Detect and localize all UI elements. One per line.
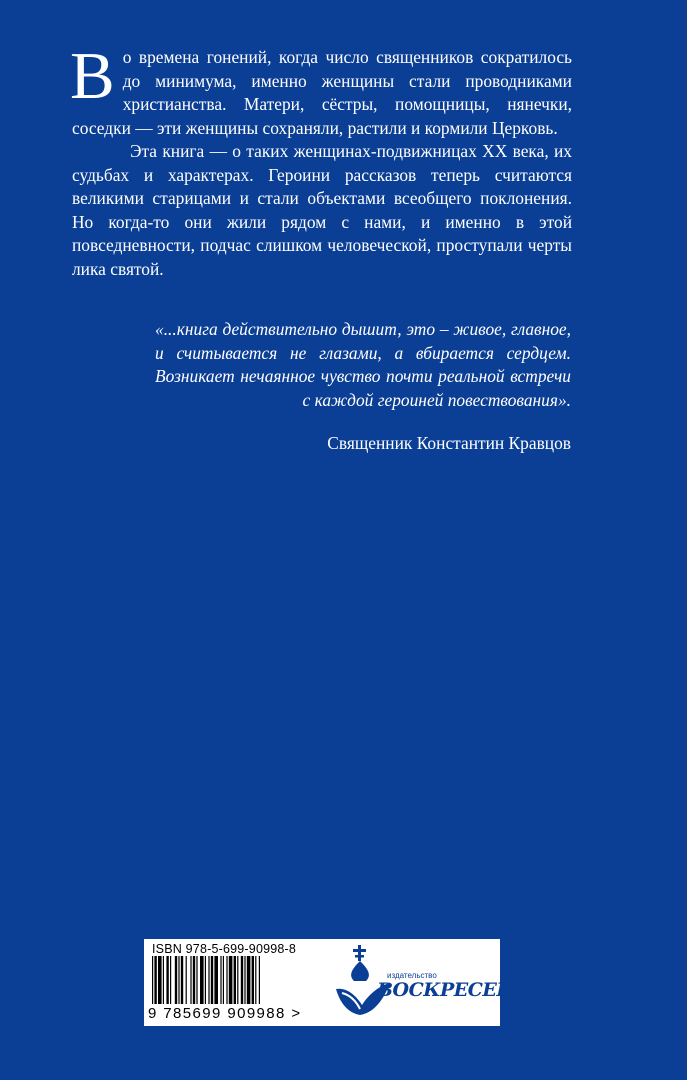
paragraph-1-text: о времена гонений, когда число священников сократилось до минимума, именно женщины стали проводниками христианства. Матери, сёстры, помощницы, нянечки, соседки — эти женщины сохраняли, растили и кормили Церковь. — [72, 47, 572, 138]
review-quote: «...книга действительно дышит, это – живое, главное, и считывается не глазами, а вбирается сердцем. Возникает нечаянное чувство почти реальной встречи с каждой героиней повествования». — [155, 319, 571, 410]
drop-cap: В — [70, 39, 115, 113]
quote-author: Священник Константин Кравцов — [327, 433, 571, 453]
paragraph-2: Эта книга — о таких женщинах-подвижницах XX века, их судьбах и характерах. Героини рассказов теперь считаются великими старицами и стали объектами всеобщего поклонения. Но когда-то они жили рядом с нами, и именно в этой повседневности, подчас слишком человеческой, проступали черты лика святой. — [72, 141, 572, 279]
annotation-text — [70, 39, 572, 281]
barcode-digits: 9 785699 909988 > — [148, 1005, 302, 1022]
isbn-label: ISBN 978-5-699-90998-8 — [152, 942, 297, 956]
imprint-box — [144, 939, 546, 1026]
publisher-name: ВОСКРЕСЕНИЕ — [377, 979, 546, 1001]
barcode — [152, 956, 322, 1006]
paragraph-1 — [70, 39, 572, 140]
publisher-small-label: издательство — [387, 971, 437, 980]
